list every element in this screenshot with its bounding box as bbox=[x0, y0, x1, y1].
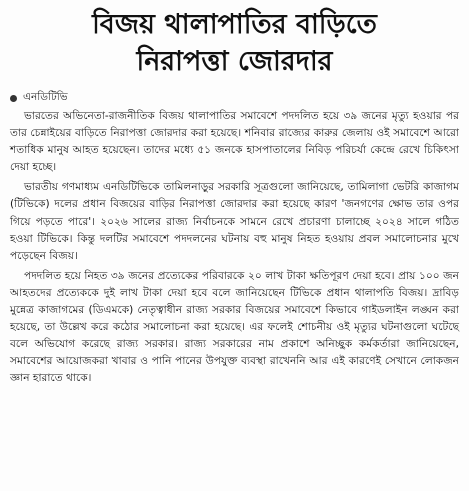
article-paragraph-2: ভারতীয় গণমাধ্যম এনডিটিভিকে তামিলনাড়ুর সরকারি সূত্রগুলো জানিয়েছে, তামিলাগা ভেটরি কাজাগম (টিভিকে) দলের প্রধান বিজয়ের বাড়ির নিরাপত্তা জোরদার করা হয়েছে কারণ 'জনগণের ক্ষোভ তার ওপর গিয়ে পড়তে পারে'। ২০২৬ সালের রাজ্য নির্বাচনকে সামনে রেখে প্রচারণা চালাচ্ছে ২০২৪ সালে গঠিত হওয়া টিভিকে। কিন্তু দলটির সমাবেশে পদদলনের ঘটনায় বহু মানুষ নিহত হওয়ায় প্রবল সমালোচনার মুখে পড়েছেন বিজয়। bbox=[10, 181, 459, 262]
article-byline bbox=[10, 90, 469, 106]
article-paragraph-3: পদদলিত হয়ে নিহত ৩৯ জনের প্রত্যেকের পরিবারকে ২০ লাখ টাকা ক্ষতিপূরণ দেয়া হবে। প্রায় ১০০ জন আহতদের প্রত্যেককে দুই লাখ টাকা দেয়া হবে বলে জানিয়েছেন টিভিকে প্রধান থালাপতি বিজয়। দ্রাবিড় মুন্নেত্র কাজাগমের (ডিএমকে) নেতৃত্বাধীন রাজ্য সরকার বিজয়ের সমাবেশে কিভাবে গাইডলাইন লঙ্ঘন করা হয়েছে, তা উল্লেখ করে কঠোর সমালোচনা করা হয়েছে। এর ফলেই শোচনীয় ওই মৃত্যুর ঘটনাগুলো ঘটেছে বলে অভিযোগ করেছে রাজ্য সরকার। রাজ্য সরকারের নাম প্রকাশে অনিচ্ছুক কর্মকর্তারা জানিয়েছেন, সমাবেশের আয়োজকরা খাবার ও পানি পানের উপযুক্ত ব্যবস্থা রাখেননি আর এই কারণেই সেখানে লোকজন জ্ঞান হারাতে থাকে। bbox=[10, 269, 459, 385]
headline-line-1: বিজয় থালাপাতির বাড়িতে bbox=[92, 9, 377, 40]
article-body bbox=[10, 108, 459, 388]
source-label: এনডিটিভি bbox=[23, 90, 68, 103]
article-headline bbox=[0, 0, 469, 80]
bullet-icon bbox=[10, 95, 17, 102]
headline-line-2: নিরাপত্তা জোরদার bbox=[136, 46, 333, 77]
article-paragraph-1: ভারতের অভিনেতা-রাজনীতিক বিজয় থালাপাতির সমাবেশে পদদলিত হয়ে ৩৯ জনের মৃত্যু হওয়ার পর তার চেন্নাইয়ের বাড়িতে নিরাপত্তা জোরদার করা হয়েছে। শনিবার রাজ্যের কারুর জেলায় ওই সমাবেশে আরো শতাধিক মানুষ আহত হয়েছেন। তাদের মধ্যে ৫১ জনকে হাসপাতালের নিবিড় পরিচর্যা কেন্দ্রে রেখে চিকিৎসা দেয়া হচ্ছে। bbox=[10, 110, 459, 174]
